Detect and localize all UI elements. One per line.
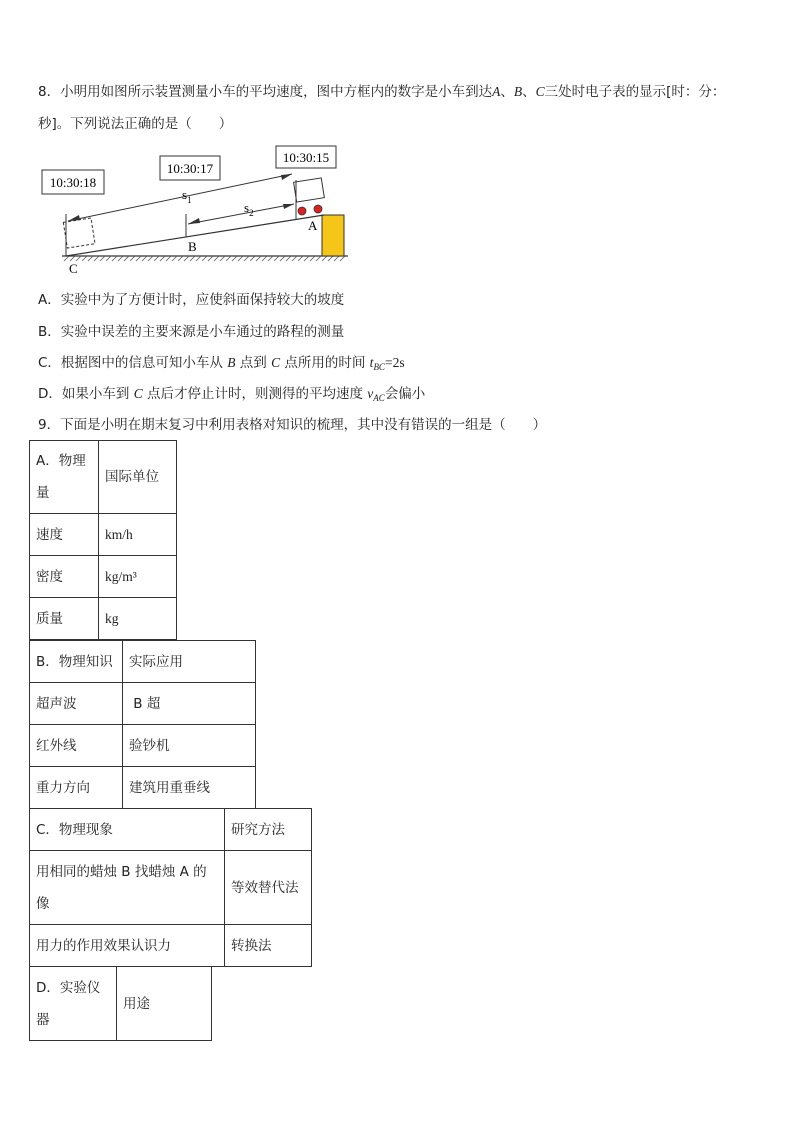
table-row [30,767,256,809]
q9-stem: 9．下面是小明在期末复习中利用表格对知识的梳理，其中没有错误的一组是（ ） [38,417,547,433]
q8-option-b: B．实验中误差的主要来源是小车通过的路程的测量 [38,324,345,340]
q8-option-d [38,386,425,404]
opt-d-text: 点后才停止计时，则测得的平均速度 [142,386,368,402]
table-a [29,440,177,640]
table-cell: 重力方向 [30,767,123,809]
table-c [29,808,312,967]
table-cell: 用力的作用效果认识力 [30,925,225,967]
table-cell: B 超 [123,683,256,725]
opt-d-point-c: C [133,386,143,401]
opt-c-point-c: C [271,355,281,370]
opt-d-text: 会偏小 [384,386,426,402]
table-b-header-2: 实际应用 [123,641,256,683]
opt-d-sub: AC [373,393,385,403]
table-b [29,640,256,809]
support-block [322,215,344,256]
opt-c-text: 点到 [235,355,272,371]
table-d [29,966,212,1041]
q8-stem-sep: 、 [522,84,536,100]
label-c: C [69,261,78,274]
incline-figure [36,144,356,274]
table-a-header-1: A．物理量 [30,441,99,514]
table-cell: 建筑用重垂线 [123,767,256,809]
s2-arrow-head-left [188,218,200,224]
q8-stem-tail: 三处时电子表的显示[时：分： [544,84,726,100]
opt-c-text: 点所用的时间 [280,355,370,371]
s2-arrow [188,204,294,224]
cart-wheel [298,207,306,215]
table-row [30,514,177,556]
time-a: 10:30:15 [282,150,330,165]
opt-d-text: D．如果小车到 [38,386,134,402]
time-c: 10:30:18 [49,175,97,190]
q8-stem-line2: 秒]。下列说法正确的是（ ） [38,116,233,132]
table-a-header-2: 国际单位 [99,441,177,514]
table-cell: 等效替代法 [225,851,312,925]
table-cell: kg [99,598,177,640]
opt-c-value: =2s [384,355,405,370]
table-row [30,641,256,683]
q8-option-a: A．实验中为了方便计时，应使斜面保持较大的坡度 [38,292,345,308]
table-row [30,967,212,1041]
table-cell: 密度 [30,556,99,598]
table-cell: 红外线 [30,725,123,767]
cart [294,178,325,202]
label-b: B [188,239,197,254]
q8-stem-point-b: B [513,84,523,99]
table-cell: 转换法 [225,925,312,967]
table-cell: 用相同的蜡烛 B 找蜡烛 A 的像 [30,851,225,925]
ground-hatching [64,256,345,261]
opt-d-v: v [367,386,374,401]
table-d-header-1: D．实验仪器 [30,967,117,1041]
opt-c-t: t [369,355,374,370]
table-b-header-1: B．物理知识 [30,641,123,683]
table-row [30,556,177,598]
table-c-header-2: 研究方法 [225,809,312,851]
table-cell: 超声波 [30,683,123,725]
opt-c-point-b: B [227,355,236,370]
q8-stem-sep: 、 [500,84,514,100]
table-row [30,809,312,851]
opt-c-text: C．根据图中的信息可知小车从 [38,355,228,371]
table-cell: 验钞机 [123,725,256,767]
q8-stem-text: 8．小明用如图所示装置测量小车的平均速度，图中方框内的数字是小车到达 [38,84,493,100]
opt-c-sub: BC [373,362,385,372]
table-cell: km/h [99,514,177,556]
table-row [30,598,177,640]
table-row [30,725,256,767]
label-s1: $s_1$ [182,187,192,205]
label-a: A [308,218,318,233]
s1-arrow-head-right [281,174,292,180]
s1-arrow-head-left [68,215,80,221]
table-row [30,925,312,967]
s2-arrow-head-right [283,204,294,209]
table-cell: 质量 [30,598,99,640]
table-cell: 速度 [30,514,99,556]
q8-stem-line1 [38,84,725,100]
table-row [30,441,177,514]
q8-option-c [38,355,405,373]
cart-wheel [314,205,322,213]
q8-stem-point-c: C [535,84,545,99]
table-d-header-2: 用途 [117,967,212,1041]
time-b: 10:30:17 [166,161,214,176]
table-c-header-1: C．物理现象 [30,809,225,851]
table-cell: kg/m³ [99,556,177,598]
table-row [30,683,256,725]
table-row [30,851,312,925]
q8-stem-point-a: A [492,84,501,99]
label-s2: $s_2$ [244,200,254,218]
cart-dashed [63,218,95,248]
